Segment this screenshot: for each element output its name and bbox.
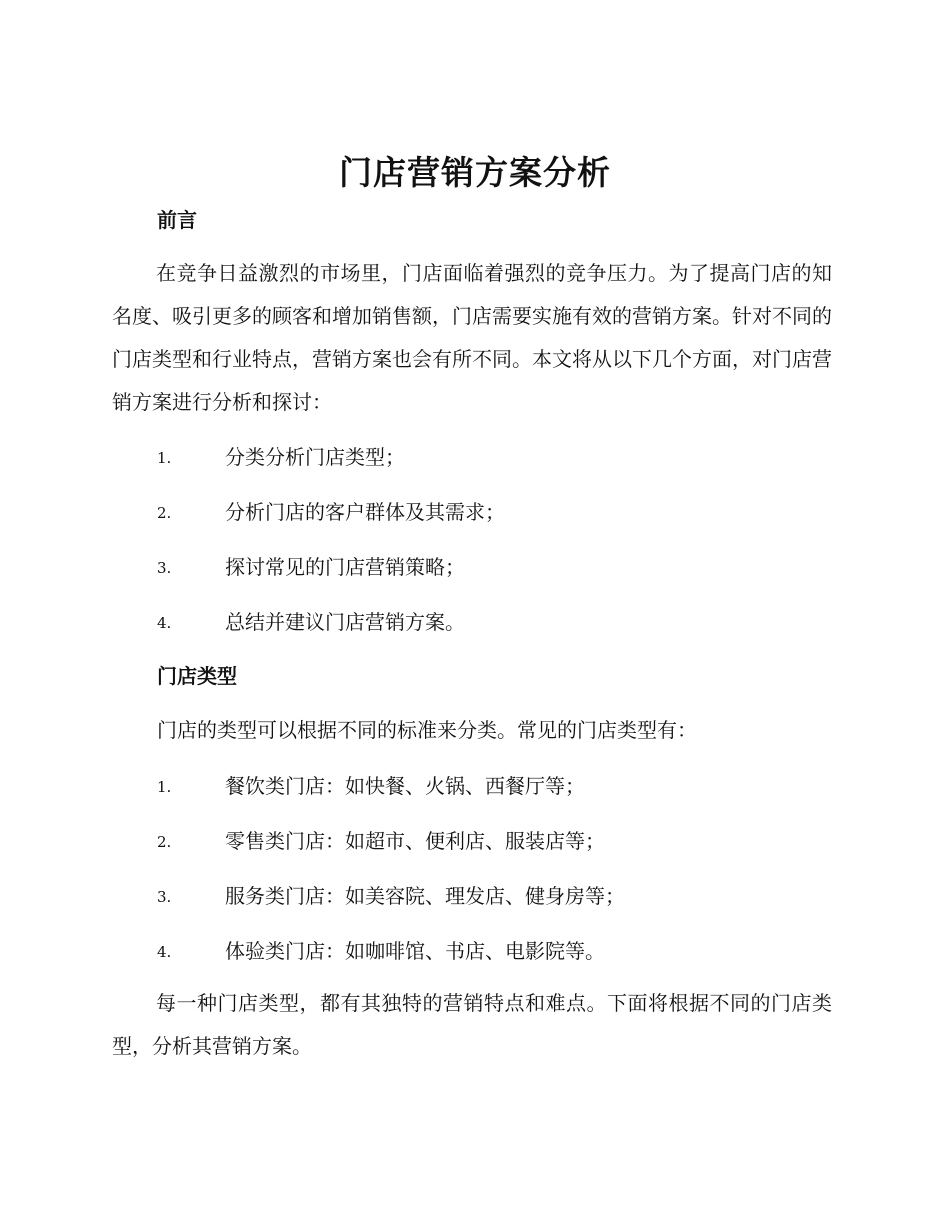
list-item xyxy=(157,936,837,966)
preface-paragraph: 在竞争日益激烈的市场里，门店面临着强烈的竞争压力。为了提高门店的知名度、吸引更多的顾客和增加销售额，门店需要实施有效的营销方案。针对不同的门店类型和行业特点，营销方案也会有所不同。本文将从以下几个方面，对门店营销方案进行分析和探讨： xyxy=(112,261,832,414)
list-item xyxy=(157,771,837,801)
document-title: 门店营销方案分析 xyxy=(339,153,611,192)
list-item xyxy=(157,826,837,856)
list-item-text: 零售类门店：如超市、便利店、服装店等； xyxy=(225,829,605,853)
list-item xyxy=(157,881,837,911)
list-item xyxy=(157,552,837,582)
list-item xyxy=(157,497,837,527)
store-types-heading: 门店类型 xyxy=(157,664,237,688)
list-item-text: 分类分析门店类型； xyxy=(225,445,405,469)
list-item xyxy=(157,442,837,472)
list-item-number: 1. xyxy=(157,778,172,796)
list-item-text: 服务类门店：如美容院、理发店、健身房等； xyxy=(225,884,625,908)
list-item-text: 探讨常见的门店营销策略； xyxy=(225,555,465,579)
store-types-intro: 门店的类型可以根据不同的标准来分类。常见的门店类型有： xyxy=(157,718,697,742)
list-item-text: 分析门店的客户群体及其需求； xyxy=(225,500,505,524)
list-item-text: 餐饮类门店：如快餐、火锅、西餐厅等； xyxy=(225,774,585,798)
list-item-number: 2. xyxy=(157,833,172,851)
list-item-text: 体验类门店：如咖啡馆、书店、电影院等。 xyxy=(225,939,605,963)
preface-heading: 前言 xyxy=(157,208,197,232)
list-item-number: 4. xyxy=(157,943,172,961)
store-types-closing: 每一种门店类型，都有其独特的营销特点和难点。下面将根据不同的门店类型，分析其营销方案。 xyxy=(112,991,832,1058)
list-item-text: 总结并建议门店营销方案。 xyxy=(225,610,465,634)
list-item xyxy=(157,607,837,637)
list-item-number: 3. xyxy=(157,559,172,577)
list-item-number: 2. xyxy=(157,504,172,522)
list-item-number: 1. xyxy=(157,449,172,467)
list-item-number: 4. xyxy=(157,614,172,632)
list-item-number: 3. xyxy=(157,888,172,906)
